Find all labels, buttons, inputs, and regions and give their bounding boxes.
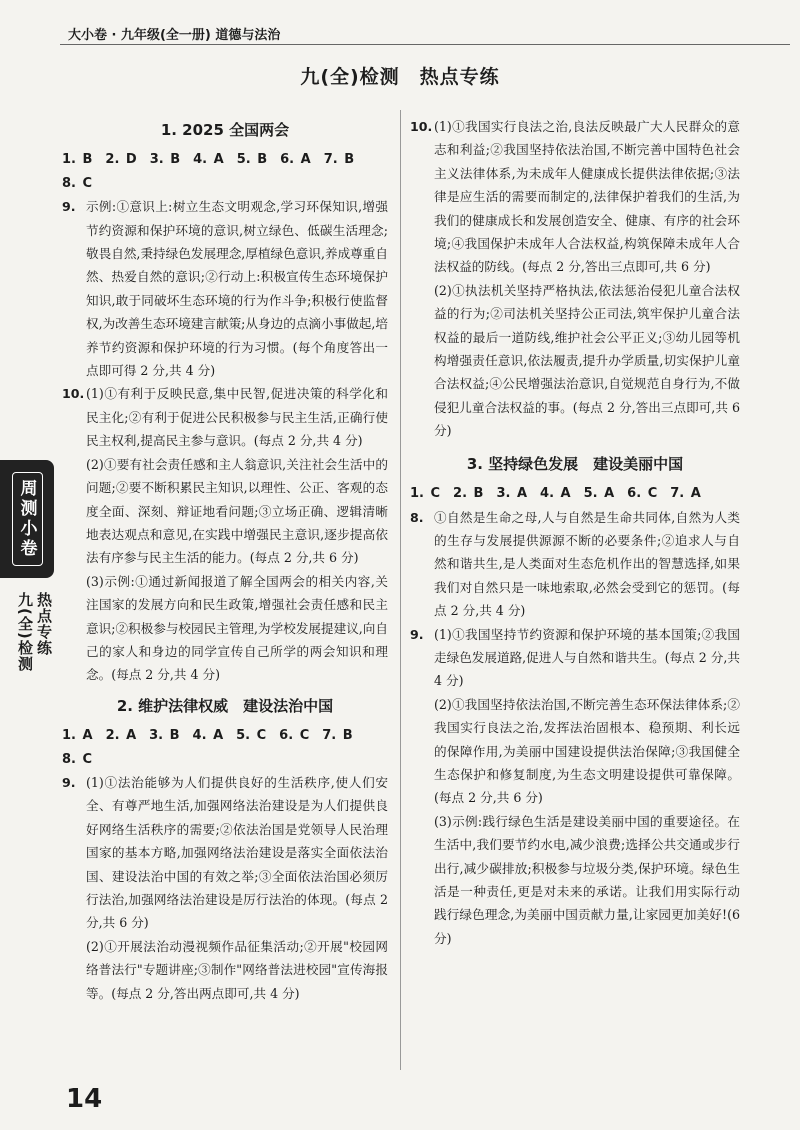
side-tab-line2: 热点专练 (35, 592, 53, 656)
question-number: 9. (410, 626, 424, 642)
side-tab-label: 周测小卷 (12, 472, 43, 566)
answer-part-1: (1)①法治能够为人们提供良好的生活秩序,使人们安全、有尊严地生活,加强网络法治建设是为人们提供良好网络生活秩序的需要;②依法治国是党领导人民治理国家的基本方略,加强网络法治建设是落实全面依法治国、建设法治中国的有效之举;③全面依法治国必须厉行法治,加强网络法治建设是厉行法治的体现。(每点 2 分,共 6 分) (86, 774, 388, 931)
section-title-3: 3. 坚持绿色发展 建设美丽中国 (466, 454, 684, 473)
page-number: 14 (66, 1084, 103, 1114)
page-title: 九(全)检测 热点专练 (300, 66, 500, 88)
question-number: 10. (410, 119, 433, 134)
answer-text: ①自然是生命之母,人与自然是生命共同体,自然为人类的生存与发展提供源源不断的必要条件;②追求人与自然和谐共生,是人类面对生态危机作出的智慧选择,如果我们对自然只是一味地索取,必然会受到它的惩罚。(每点 2 分,共 4 分) (434, 509, 740, 619)
answer-part-1: (1)①有利于反映民意,集中民智,促进决策的科学化和民主化;②有利于促进公民积极参与民主生活,正确行使民主权利,提高民主参与意识。(每点 2 分,共 4 分) (86, 386, 388, 449)
choice-answers-1b: 8. C (62, 175, 93, 191)
choice-answers-2: 1. A 2. A 3. B 4. A 5. C 6. C 7. B (62, 728, 353, 744)
question-number: 8. (410, 509, 424, 525)
side-tab (0, 460, 54, 578)
answer-part-2: (2)①要有社会责任感和主人翁意识,关注社会生活中的问题;②要不断积累民主知识,以理性、公正、客观的态度全面、深刻、辩证地看问题;③立场正确、逻辑清晰地表达观点和意见,在实践中增强民主意识,逐步提高依法有序参与民主生活的能力。(每点 2 分,共 6 分) (86, 456, 388, 566)
answer-text: 示例:①意识上:树立生态文明观念,学习环保知识,增强节约资源和保护环境的意识,树立绿色、低碳生活理念;敬畏自然,秉持绿色发展理念,厚植绿色意识,养成尊重自然、热爱自然的意识;②行动上:积极宣传生态环境保护知识,敢于同破坏生态环境的行为作斗争;积极行使监督权,为改善生态环境建言献策;从身边的点滴小事做起,培养节约资源和保护环境的行为习惯。(每个角度答出一点即可得 2 分,共 4 分) (86, 199, 388, 379)
column-divider (400, 110, 401, 1070)
answer-part-1: (1)①我国实行良法之治,良法反映最广大人民群众的意志和利益;②我国坚持依法治国,不断完善中国特色社会主义法律体系,为未成年人健康成长提供法律依据;③法律是应生活的需要而制定的,法律保护着我们的生活,为我们的健康成长和发展创造安全、健康、有序的社会环境;④我国保护未成年人合法权益,构筑保障未成年人合法权益的防线。(每点 2 分,答出三点即可,共 6 分) (434, 119, 740, 275)
question-9-section-3 (410, 623, 740, 951)
question-8-section-3 (410, 506, 740, 623)
answer-part-2: (2)①我国坚持依法治国,不断完善生态环保法律体系;②我国实行良法之治,发挥法治固根本、稳预期、利长远的保障作用,为美丽中国建设提供法治保障;③我国健全生态保护和修复制度,为生态文明建设提供可靠保障。(每点 2 分,共 6 分) (434, 696, 740, 806)
section-title-1: 1. 2025 全国两会 (160, 121, 290, 139)
answer-part-2: (2)①开展法治动漫视频作品征集活动;②开展"校园网络普法行"专题讲座;③制作"网络普法进校园"宣传海报等。(每点 2 分,答出两点即可,共 4 分) (86, 938, 388, 1001)
choice-answers-1: 1. B 2. D 3. B 4. A 5. B 6. A 7. B (62, 152, 355, 168)
question-10-section-2 (410, 115, 740, 443)
choice-answers-2b: 8. C (62, 751, 93, 767)
side-tab-line1: 九(全)检测 (16, 592, 34, 672)
right-column (410, 115, 740, 950)
answer-part-2: (2)①执法机关坚持严格执法,依法惩治侵犯儿童合法权益的行为;②司法机关坚持公正司法,筑牢保护儿童合法权益的最后一道防线,维护社会公平正义;③幼儿园等机构增强责任意识,依法履责,提升办学质量,切实保护儿童合法权益;④公民增强法治意识,自觉规范自身行为,不做侵犯儿童合法权益的事。(每点 2 分,答出三点即可,共 6 分) (434, 282, 740, 439)
question-10 (62, 382, 388, 686)
question-number: 9. (62, 774, 76, 790)
left-column (62, 115, 388, 1005)
question-9 (62, 195, 388, 382)
choice-answers-3: 1. C 2. B 3. A 4. A 5. A 6. C 7. A (410, 486, 701, 502)
section-title-2: 2. 维护法律权威 建设法治中国 (116, 696, 334, 715)
question-number: 10. (62, 386, 85, 402)
question-number: 9. (62, 199, 76, 215)
question-9-section-2 (62, 771, 388, 1005)
header-rule (60, 44, 790, 45)
answer-part-3: (3)示例:①通过新闻报道了解全国两会的相关内容,关注国家的发展方向和民生政策,增强社会责任感和民主意识;②积极参与校园民主管理,为学校发展提建议,向自己的家人和身边的同学宣传自己所学的两会知识和理念。(每点 2 分,共 4 分) (86, 573, 388, 683)
answer-part-3: (3)示例:践行绿色生活是建设美丽中国的重要途径。在生活中,我们要节约水电,减少浪费;选择公共交通或步行出行,减少碳排放;积极参与垃圾分类,保护环境。绿色生活是一种责任,更是对未来的承诺。让我们用实际行动践行绿色理念,为美丽中国贡献力量,让家园更加美好!(6 分) (434, 813, 740, 946)
answer-part-1: (1)①我国坚持节约资源和保护环境的基本国策;②我国走绿色发展道路,促进人与自然和谐共生。(每点 2 分,共 4 分) (434, 626, 741, 689)
running-header: 大小卷 · 九年级(全一册) 道德与法治 (68, 28, 281, 43)
